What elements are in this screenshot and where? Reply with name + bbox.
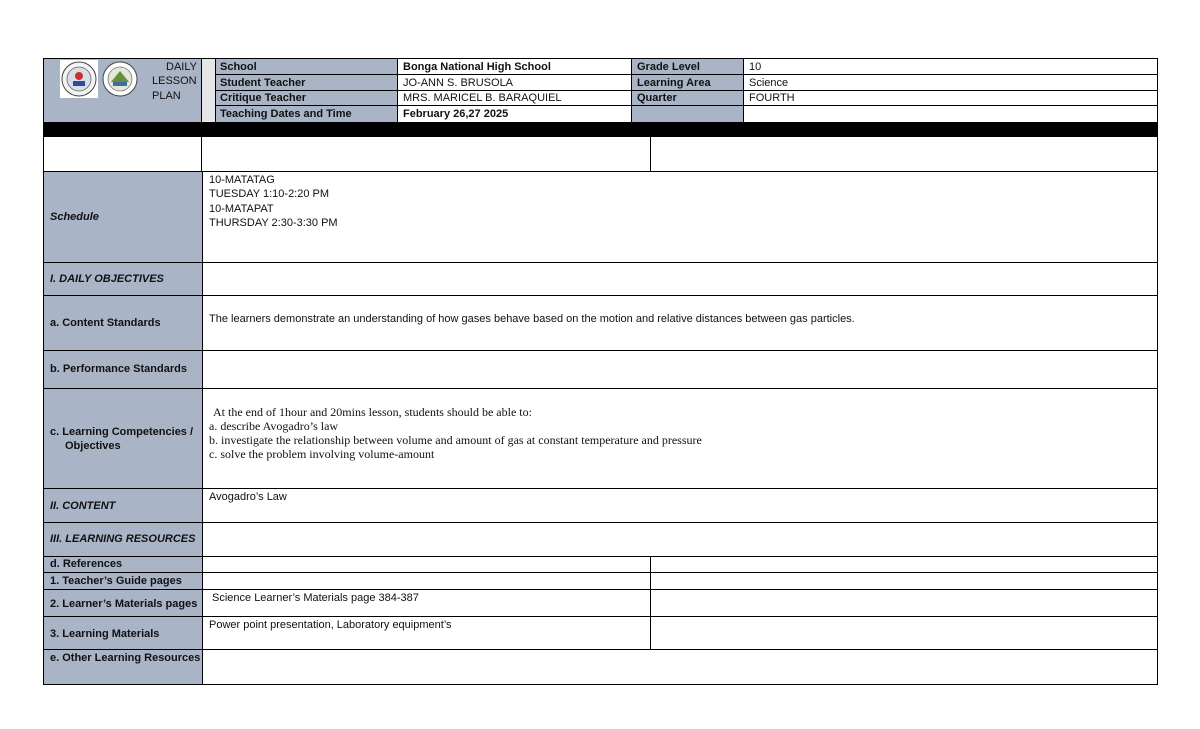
competencies-line-1: At the end of 1hour and 20mins lesson, students should be able to:: [213, 405, 532, 419]
competencies-label-line-2: Objectives: [65, 440, 121, 452]
schedule-label: Schedule: [50, 211, 99, 223]
schedule-line-1: 10-MATATAG: [209, 174, 275, 186]
teaching-dates-label: Teaching Dates and Time: [220, 108, 352, 120]
content-standards-text: The learners demonstrate an understanding of how gases behave based on the motion and relative distances between gas particles.: [209, 313, 855, 325]
competencies-line-3: b. investigate the relationship between volume and amount of gas at constant temperature and pressure: [209, 433, 702, 447]
quarter-label: Quarter: [637, 92, 677, 104]
learners-materials-label: 2. Learner’s Materials pages: [50, 598, 198, 610]
student-teacher-label: Student Teacher: [220, 77, 306, 89]
school-value: Bonga National High School: [403, 61, 551, 73]
critique-teacher-value: MRS. MARICEL B. BARAQUIEL: [403, 92, 562, 104]
header-divider-bar: [44, 122, 1157, 137]
learning-resources-label: III. LEARNING RESOURCES: [50, 533, 196, 545]
learning-materials-text: Power point presentation, Laboratory equipment’s: [209, 619, 452, 631]
quarter-value: FOURTH: [749, 92, 795, 104]
learning-area-value: Science: [749, 77, 789, 89]
content-text: Avogadro’s Law: [209, 491, 287, 503]
division-seal-icon: [101, 60, 139, 98]
header-gap: [201, 59, 215, 122]
critique-teacher-label: Critique Teacher: [220, 92, 306, 104]
schedule-line-4: THURSDAY 2:30-3:30 PM: [209, 217, 338, 229]
grade-level-label: Grade Level: [637, 61, 700, 73]
grade-level-value: 10: [749, 61, 762, 73]
schedule-line-2: TUESDAY 1:10-2:20 PM: [209, 188, 330, 200]
learners-materials-text: Science Learner’s Materials page 384-387: [212, 592, 419, 604]
learning-area-label: Learning Area: [637, 77, 711, 89]
teachers-guide-label: 1. Teacher’s Guide pages: [50, 575, 182, 587]
learning-materials-label: 3. Learning Materials: [50, 628, 160, 640]
daily-objectives-label: I. DAILY OBJECTIVES: [50, 273, 164, 285]
student-teacher-value: JO-ANN S. BRUSOLA: [403, 77, 514, 89]
teaching-dates-value: February 26,27 2025: [403, 108, 509, 120]
dlp-title-line-2: LESSON: [152, 75, 197, 87]
dlp-title-line-3: PLAN: [152, 90, 181, 102]
schedule-line-3: 10-MATAPAT: [209, 203, 274, 215]
dlp-title-line-1: DAILY: [166, 61, 197, 73]
school-label: School: [220, 61, 257, 73]
other-resources-label: e. Other Learning Resources: [50, 652, 201, 664]
performance-standards-label: b. Performance Standards: [50, 363, 187, 375]
references-label: d. References: [50, 558, 123, 570]
content-label: II. CONTENT: [50, 500, 116, 512]
competencies-label-line-1: c. Learning Competencies /: [50, 426, 194, 438]
content-standards-label: a. Content Standards: [50, 317, 161, 329]
deped-seal-icon: [60, 60, 98, 98]
competencies-line-4: c. solve the problem involving volume-amount: [209, 447, 435, 461]
competencies-line-2: a. describe Avogadro’s law: [209, 419, 339, 433]
